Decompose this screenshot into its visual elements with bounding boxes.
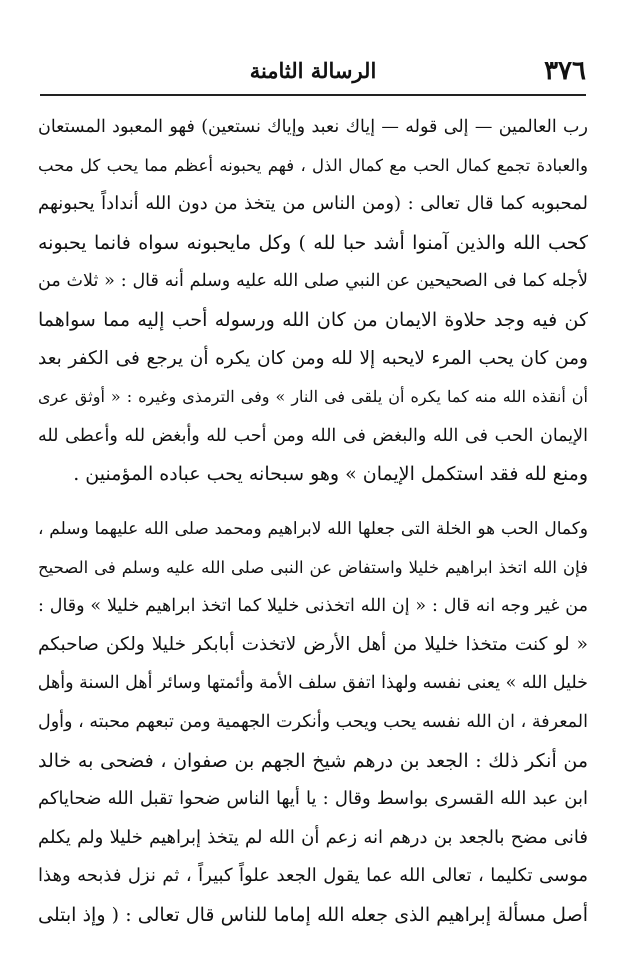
page-number: ٣٧٦ (544, 56, 586, 86)
page-header (40, 56, 586, 96)
text-line: ومن كان يحب المرء لايحبه إلا لله ومن كان يكره أن يرجع فى الكفر بعد (38, 347, 588, 369)
header-rule (40, 94, 586, 96)
text-line: ابن عبد الله القسرى بواسط وقال : يا أيها الناس ضحوا تقبل الله ضحاياكم (38, 788, 588, 810)
text-line: فانى مضح بالجعد بن درهم انه زعم أن الله لم يتخذ إبراهيم خليلا ولم يكلم (38, 826, 588, 848)
text-line: رب العالمين — إلى قوله — إياك نعبد وإياك نستعين) فهو المعبود المستعان (38, 117, 588, 137)
text-line: وكمال الحب هو الخلة التى جعلها الله لابراهيم ومحمد صلى الله عليهما وسلم ، (38, 518, 588, 539)
text-line: من غير وجه انه قال : « إن الله اتخذنى خليلا كما اتخذ ابراهيم خليلا » وقال : (38, 596, 588, 617)
text-line: أصل مسألة إبراهيم الذى جعله الله إماما للناس قال تعالى : ( وإذ ابتلى (38, 903, 588, 926)
text-line: موسى تكليما ، تعالى الله عما يقول الجعد علواً كبيراً ، ثم نزل فذبحه وهذا (38, 865, 588, 887)
text-line: كن فيه وجد حلاوة الايمان من كان الله ورسوله أحب إليه مما سواهما (38, 308, 588, 331)
paragraph-1 (38, 108, 588, 494)
text-line: فإن الله اتخذ ابراهيم خليلا واستفاض عن النبى صلى الله عليه وسلم فى الصحيح (38, 557, 588, 577)
text-line: خليل الله » يعنى نفسه ولهذا اتفق سلف الأمة وأئمتها وسائر أهل السنة وأهل (38, 673, 588, 694)
text-line: ومنع لله فقد استكمل الإيمان » وهو سبحانه يحب عباده المؤمنين . (73, 463, 588, 486)
paragraph-2 (38, 510, 588, 935)
body-text (38, 108, 588, 934)
text-line: المعرفة ، ان الله نفسه يحب ويحب وأنكرت الجهمية ومن تبعهم محبته ، وأول (38, 711, 588, 732)
text-line: كحب الله والذين آمنوا أشد حبا لله ) وكل مايحبونه سواه فانما يحبونه (38, 231, 588, 254)
text-line: الإيمان الحب فى الله والبغض فى الله ومن أحب لله وأبغض لله وأعطى لله (38, 425, 588, 446)
text-line: من أنكر ذلك : الجعد بن درهم شيخ الجهم بن صفوان ، فضحى به خالد (38, 749, 588, 772)
text-line: أن أنقذه الله منه كما يكره أن يلقى فى النار » وفى الترمذى وغيره : « أوثق عرى (38, 387, 588, 407)
text-line: والعبادة تجمع كمال الحب مع كمال الذل ، فهم يحبونه أعظم مما يحب كل محب (38, 155, 588, 175)
text-line: « لو كنت متخذا خليلا من أهل الأرض لاتخذت أبابكر خليلا ولكن صاحبكم (38, 633, 588, 655)
text-line: لمحبوبه كما قال تعالى : (ومن الناس من يتخذ من دون الله أنداداً يحبونهم (38, 193, 588, 215)
text-line: لأجله كما فى الصحيحين عن النبي صلى الله عليه وسلم أنه قال : « ثلاث من (38, 271, 588, 292)
running-title: الرسالة الثامنة (249, 58, 377, 83)
